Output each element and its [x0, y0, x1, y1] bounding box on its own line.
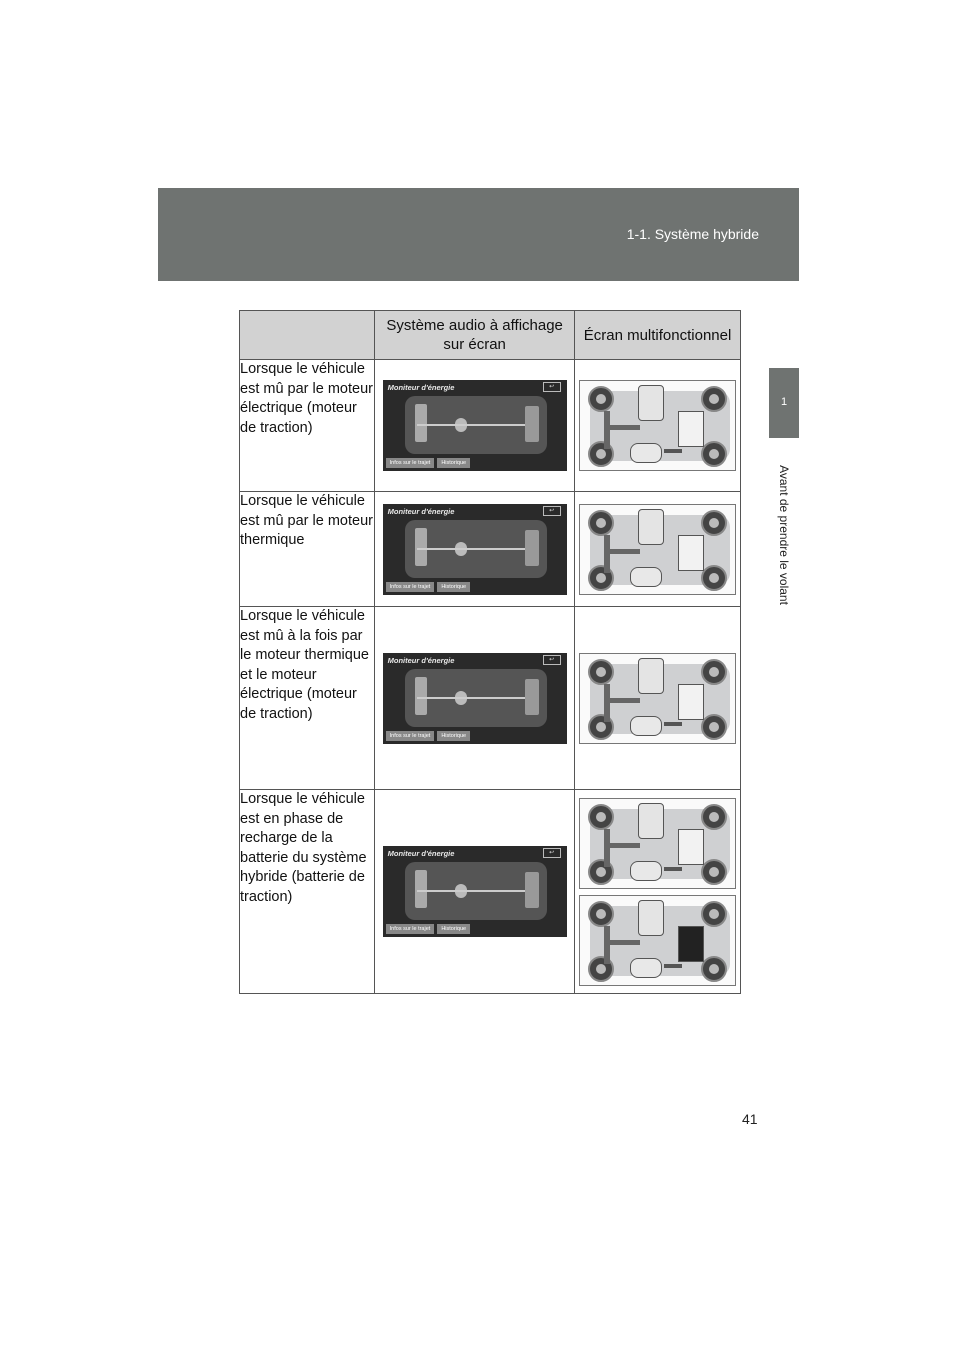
- motor-icon: [630, 861, 662, 881]
- header-band: [158, 188, 799, 281]
- header-multifunction: Écran multifonctionnel: [575, 311, 741, 360]
- history-button: Historique: [437, 458, 470, 468]
- battery-icon: [678, 829, 704, 865]
- table-row: [240, 360, 741, 492]
- wheel-icon: [588, 804, 614, 830]
- mfd-diagram: [579, 895, 736, 986]
- back-icon: ↩: [543, 655, 561, 665]
- screen-title: Moniteur d'énergie: [387, 655, 455, 665]
- wheel-icon: [701, 956, 727, 982]
- audio-screen-cell: [375, 360, 575, 492]
- mfd-cell: [575, 492, 741, 607]
- wheel-icon: [588, 659, 614, 685]
- wheel-icon: [588, 441, 614, 467]
- history-button: Historique: [437, 924, 470, 934]
- battery-icon: [678, 411, 704, 447]
- engine-icon: [638, 900, 664, 936]
- page-number: 41: [742, 1111, 758, 1127]
- mfd-diagram: [579, 504, 736, 595]
- engine-icon: [638, 385, 664, 421]
- back-icon: ↩: [543, 382, 561, 392]
- row-label: Lorsque le véhicule est mû par le moteur électrique (moteur de traction): [240, 360, 375, 492]
- wheel-icon: [588, 510, 614, 536]
- flow-arrow-icon: [664, 449, 682, 453]
- trip-info-button: Infos sur le trajet: [386, 731, 435, 741]
- wheel-icon: [701, 659, 727, 685]
- battery-icon: [678, 926, 704, 962]
- row-label: Lorsque le véhicule est en phase de recharge de la batterie du système hybride (batterie de traction): [240, 790, 375, 994]
- screen-title: Moniteur d'énergie: [387, 506, 455, 516]
- audio-screen-cell: [375, 790, 575, 994]
- section-title: 1-1. Système hybride: [626, 226, 759, 242]
- mfd-cell: [575, 790, 741, 994]
- header-blank: [240, 311, 375, 360]
- mfd-cell: [575, 360, 741, 492]
- chapter-number: 1: [780, 396, 788, 408]
- table-header-row: [240, 311, 741, 360]
- back-icon: ↩: [543, 848, 561, 858]
- trip-info-button: Infos sur le trajet: [386, 582, 435, 592]
- screen-title: Moniteur d'énergie: [387, 383, 455, 392]
- chapter-tab: [769, 368, 799, 438]
- mfd-cell: [575, 607, 741, 790]
- audio-screen-cell: [375, 492, 575, 607]
- energy-monitor-screenshot: [383, 380, 567, 471]
- car-diagram: [405, 396, 547, 454]
- wheel-icon: [701, 441, 727, 467]
- history-button: Historique: [437, 731, 470, 741]
- engine-icon: [638, 509, 664, 545]
- motor-icon: [630, 443, 662, 463]
- motor-icon: [630, 567, 662, 587]
- battery-icon: [678, 535, 704, 571]
- engine-icon: [638, 803, 664, 839]
- flow-arrow-icon: [664, 964, 682, 968]
- row-label: Lorsque le véhicule est mû par le moteur thermique: [240, 492, 375, 607]
- wheel-icon: [701, 565, 727, 591]
- motor-icon: [630, 716, 662, 736]
- screen-title: Moniteur d'énergie: [387, 849, 455, 858]
- motor-icon: [630, 958, 662, 978]
- table-row: [240, 790, 741, 994]
- car-diagram: [405, 520, 547, 578]
- row-label: Lorsque le véhicule est mû à la fois par le moteur thermique et le moteur électrique (moteur de traction): [240, 607, 375, 790]
- wheel-icon: [701, 859, 727, 885]
- table-row: [240, 492, 741, 607]
- history-button: Historique: [437, 582, 470, 592]
- wheel-icon: [588, 565, 614, 591]
- energy-flow-table: [239, 310, 741, 994]
- car-diagram: [405, 862, 547, 920]
- chapter-label: Avant de prendre le volant: [777, 465, 791, 605]
- energy-monitor-screenshot: [383, 504, 567, 595]
- back-icon: ↩: [543, 506, 561, 516]
- wheel-icon: [701, 901, 727, 927]
- header-audio-screen: Système audio à affichage sur écran: [375, 311, 575, 360]
- mfd-diagram: [579, 653, 736, 744]
- flow-arrow-icon: [664, 722, 682, 726]
- energy-monitor-screenshot: [383, 846, 567, 937]
- trip-info-button: Infos sur le trajet: [386, 458, 435, 468]
- trip-info-button: Infos sur le trajet: [386, 924, 435, 934]
- wheel-icon: [701, 510, 727, 536]
- wheel-icon: [588, 714, 614, 740]
- energy-monitor-screenshot: [383, 653, 567, 744]
- battery-icon: [678, 684, 704, 720]
- mfd-diagram: [579, 380, 736, 471]
- engine-icon: [638, 658, 664, 694]
- wheel-icon: [588, 956, 614, 982]
- wheel-icon: [701, 386, 727, 412]
- wheel-icon: [701, 714, 727, 740]
- mfd-diagram: [579, 798, 736, 889]
- wheel-icon: [588, 386, 614, 412]
- table-row: [240, 607, 741, 790]
- wheel-icon: [701, 804, 727, 830]
- wheel-icon: [588, 901, 614, 927]
- car-diagram: [405, 669, 547, 727]
- wheel-icon: [588, 859, 614, 885]
- flow-arrow-icon: [664, 867, 682, 871]
- audio-screen-cell: [375, 607, 575, 790]
